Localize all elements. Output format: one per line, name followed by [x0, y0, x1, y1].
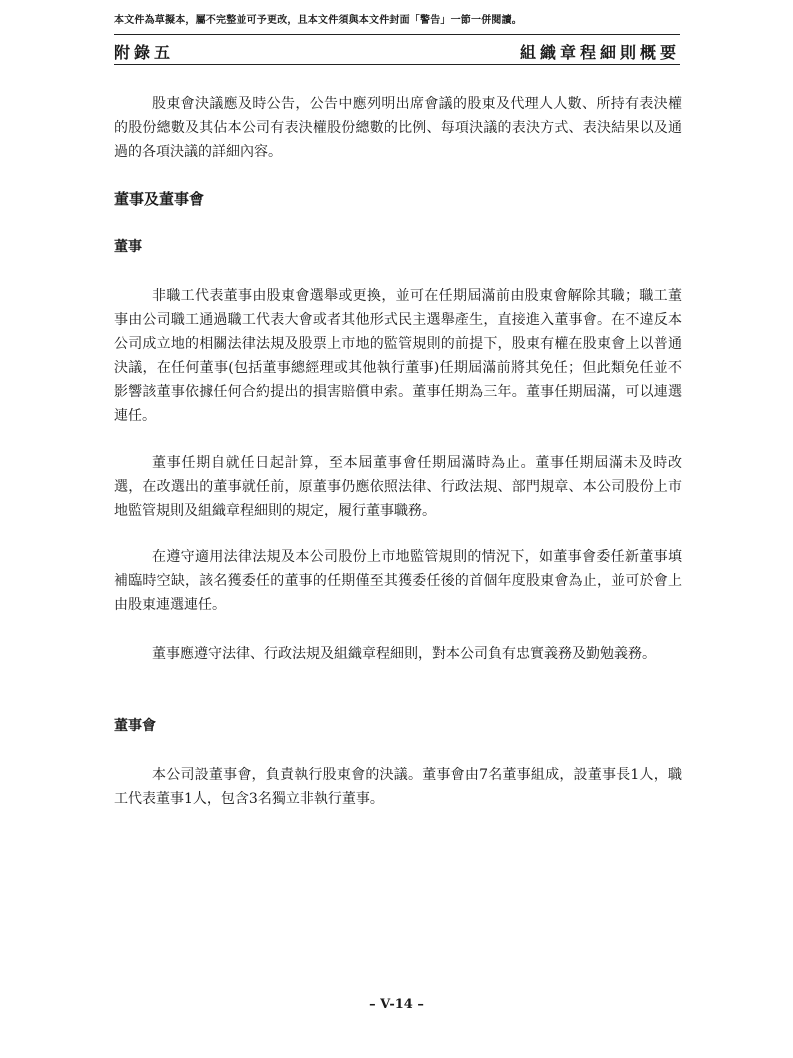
header-bottom-rule [114, 64, 680, 65]
directors-paragraph-4: 董事應遵守法律、行政法規及組織章程細則，對本公司負有忠實義務及勤勉義務。 [152, 646, 656, 662]
draft-disclaimer: 本文件為草擬本，屬不完整並可予更改，且本文件須與本文件封面「警告」一節一併閱讀。 [114, 15, 522, 26]
directors-paragraph-2: 董事任期自就任日起計算，至本屆董事會任期屆滿時為止。董事任期屆滿未及時改選，在改選出的董事就任前，原董事仍應依照法律、行政法規、部門規章、本公司股份上市地監管規則及組織章程細則的規定，履行董事職務。 [114, 455, 682, 519]
page-number: – V-14 – [369, 997, 424, 1012]
heading-board: 董事會 [114, 718, 156, 734]
intro-paragraph: 股東會決議應及時公告，公告中應列明出席會議的股東及代理人人數、所持有表決權的股份總數及其佔本公司有表決權股份總數的比例、每項決議的表決方式、表決結果以及通過的各項決議的詳細內容。 [114, 96, 682, 160]
appendix-label: 附錄五 [114, 43, 175, 62]
board-paragraph-1: 本公司設董事會，負責執行股東會的決議。董事會由7名董事組成，設董事長1人，職工代表董事1人，包含3名獨立非執行董事。 [114, 767, 682, 807]
section-title: 組織章程細則概要 [519, 43, 680, 62]
directors-paragraph-1: 非職工代表董事由股東會選舉或更換，並可在任期屆滿前由股東會解除其職；職工董事由公司職工通過職工代表大會或者其他形式民主選舉產生，直接進入董事會。在不違反本公司成立地的相關法律法規及股票上市地的監管規則的前提下，股東有權在股東會上以普通決議，在任何董事(包括董事總經理或其他執行董事)任期屆滿前將其免任；但此類免任並不影響該董事依據任何合約提出的損害賠償申索。董事任期為三年。董事任期屆滿，可以連選連任。 [114, 288, 682, 424]
directors-paragraph-3: 在遵守適用法律法規及本公司股份上市地監管規則的情況下，如董事會委任新董事填補臨時空缺，該名獲委任的董事的任期僅至其獲委任後的首個年度股東會為止，並可於會上由股東連選連任。 [114, 549, 682, 613]
heading-directors-and-board: 董事及董事會 [114, 190, 205, 208]
heading-directors: 董事 [114, 239, 142, 255]
header-top-rule [114, 34, 680, 35]
